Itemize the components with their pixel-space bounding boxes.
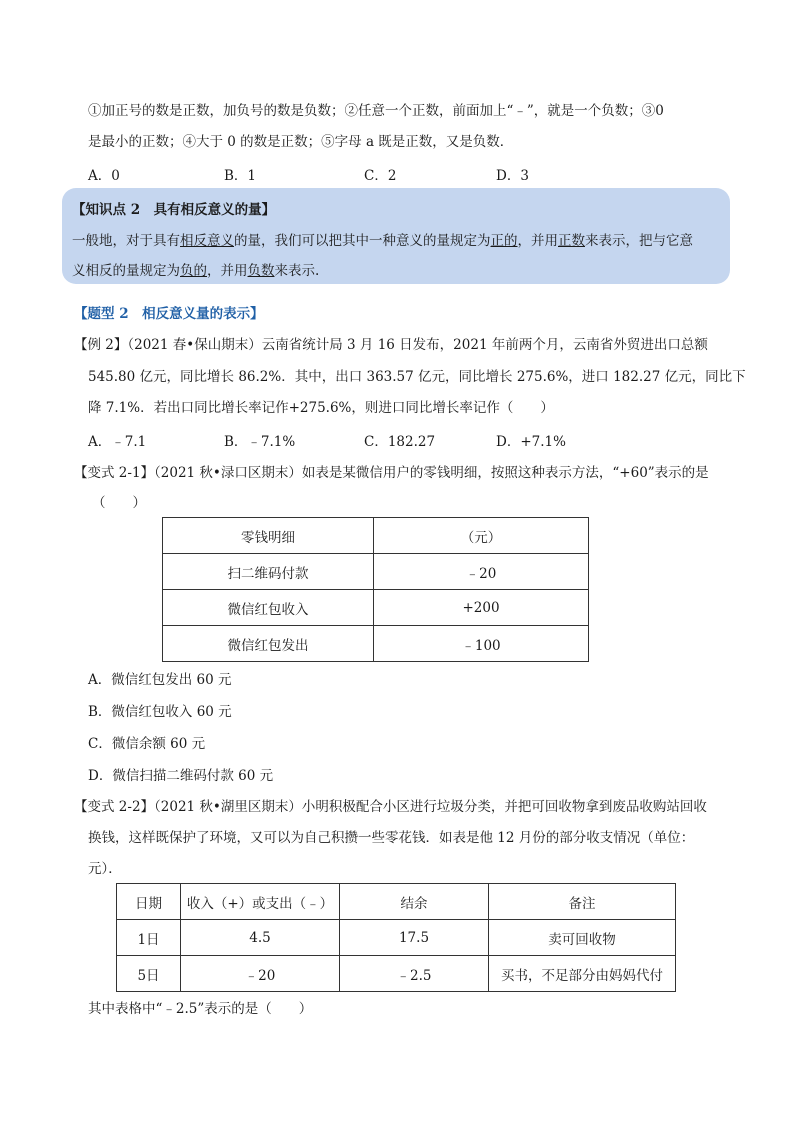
table-row: [117, 956, 676, 992]
table-cell: ﹣20: [374, 554, 589, 590]
table-row: [163, 590, 589, 626]
variant21-option-b: B．微信红包收入 60 元: [88, 704, 232, 720]
knowledge-line2: [72, 259, 319, 279]
example2-line3: 降 7.1%．若出口同比增长率记作+275.6%，则进口同比增长率记作（ ）: [88, 400, 554, 416]
type2-title: 【题型 2 相反意义量的表示】: [74, 306, 264, 322]
knowledge-underline: 相反意义: [180, 233, 234, 249]
table-header-cell: 日期: [117, 884, 181, 920]
example2-line2: 545.80 亿元，同比增长 86.2%．其中，出口 363.57 亿元，同比增长 275.6%，进口 182.27 亿元，同比下: [88, 369, 746, 385]
table-cell: （元）: [374, 518, 589, 554]
variant22-question: 其中表格中“﹣2.5”表示的是（ ）: [88, 1001, 313, 1017]
table-cell: ﹣2.5: [340, 956, 489, 992]
table-header-cell: 收入（+）或支出（﹣）: [181, 884, 340, 920]
table-cell: 5日: [117, 956, 181, 992]
variant22-table: [116, 883, 676, 992]
variant21-option-d: D．微信扫描二维码付款 60 元: [88, 768, 274, 784]
variant21-option-c: C．微信余额 60 元: [88, 736, 206, 752]
variant21-table: [162, 517, 589, 662]
example2-option-b: B．﹣7.1%: [224, 434, 296, 450]
variant21-option-a: A．微信红包发出 60 元: [88, 672, 232, 688]
knowledge-underline: 正的: [490, 233, 518, 249]
table-cell: 微信红包发出: [163, 626, 374, 662]
table-row: [117, 920, 676, 956]
variant21-line1: 【变式 2-1】（2021 秋•渌口区期末）如表是某微信用户的零钱明细，按照这种表示方法，“+60”表示的是: [74, 465, 709, 481]
table-cell: 4.5: [181, 920, 340, 956]
knowledge-title: 【知识点 2 具有相反意义的量】: [72, 202, 276, 218]
variant21-line2: （ ）: [92, 495, 146, 511]
table-header-cell: 结余: [340, 884, 489, 920]
table-row: [163, 554, 589, 590]
table-cell: ﹣20: [181, 956, 340, 992]
example2-line1: 【例 2】（2021 春•保山期末）云南省统计局 3 月 16 日发布，2021 年前两个月，云南省外贸进出口总额: [74, 337, 708, 353]
table-cell: 零钱明细: [163, 518, 374, 554]
table-cell: 17.5: [340, 920, 489, 956]
table-row: [163, 518, 589, 554]
example2-option-a: A．﹣7.1: [88, 434, 147, 450]
knowledge-text: 义相反的量规定为: [72, 263, 180, 279]
prev-option-c: C．2: [364, 168, 397, 184]
table-row: [163, 626, 589, 662]
table-row: [117, 884, 676, 920]
table-cell: ﹣100: [374, 626, 589, 662]
table-cell: +200: [374, 590, 589, 626]
knowledge-text: 的量，我们可以把其中一种意义的量规定为: [234, 233, 491, 249]
knowledge-underline: 负的: [180, 263, 207, 279]
example2-option-d: D．+7.1%: [496, 434, 566, 450]
table-cell: 扫二维码付款: [163, 554, 374, 590]
knowledge-underline: 正数: [558, 233, 585, 249]
knowledge-text: 来表示.: [274, 263, 320, 279]
table-header-cell: 备注: [489, 884, 676, 920]
prev-option-a: A．0: [88, 168, 120, 184]
knowledge-text: ，并用: [207, 263, 248, 279]
table-cell: 1日: [117, 920, 181, 956]
table-cell: 微信红包收入: [163, 590, 374, 626]
example2-option-c: C．182.27: [364, 434, 436, 450]
table-cell: 买书，不足部分由妈妈代付: [489, 956, 676, 992]
variant22-line3: 元）．: [88, 861, 122, 877]
knowledge-text: 一般地，对于具有: [72, 233, 180, 249]
knowledge-line1: [72, 229, 693, 249]
prev-option-d: D．3: [496, 168, 529, 184]
knowledge-underline: 负数: [247, 263, 275, 279]
table-cell: 卖可回收物: [489, 920, 676, 956]
variant22-line2: 换钱，这样既保护了环境，又可以为自己积攒一些零花钱．如表是他 12 月份的部分收支情况（单位：: [88, 830, 695, 846]
prev-option-b: B．1: [224, 168, 257, 184]
knowledge-text: ，并用: [517, 233, 558, 249]
knowledge-text: 来表示，把与它意: [585, 233, 693, 249]
prev-question-line2: 是最小的正数；④大于 0 的数是正数；⑤字母 a 既是正数，又是负数．: [88, 134, 514, 150]
variant22-line1: 【变式 2-2】（2021 秋•湖里区期末）小明积极配合小区进行垃圾分类，并把可回收物拿到废品收购站回收: [74, 799, 707, 815]
prev-question-line1: ①加正号的数是正数，加负号的数是负数；②任意一个正数，前面加上“﹣”，就是一个负数；③0: [88, 103, 664, 119]
